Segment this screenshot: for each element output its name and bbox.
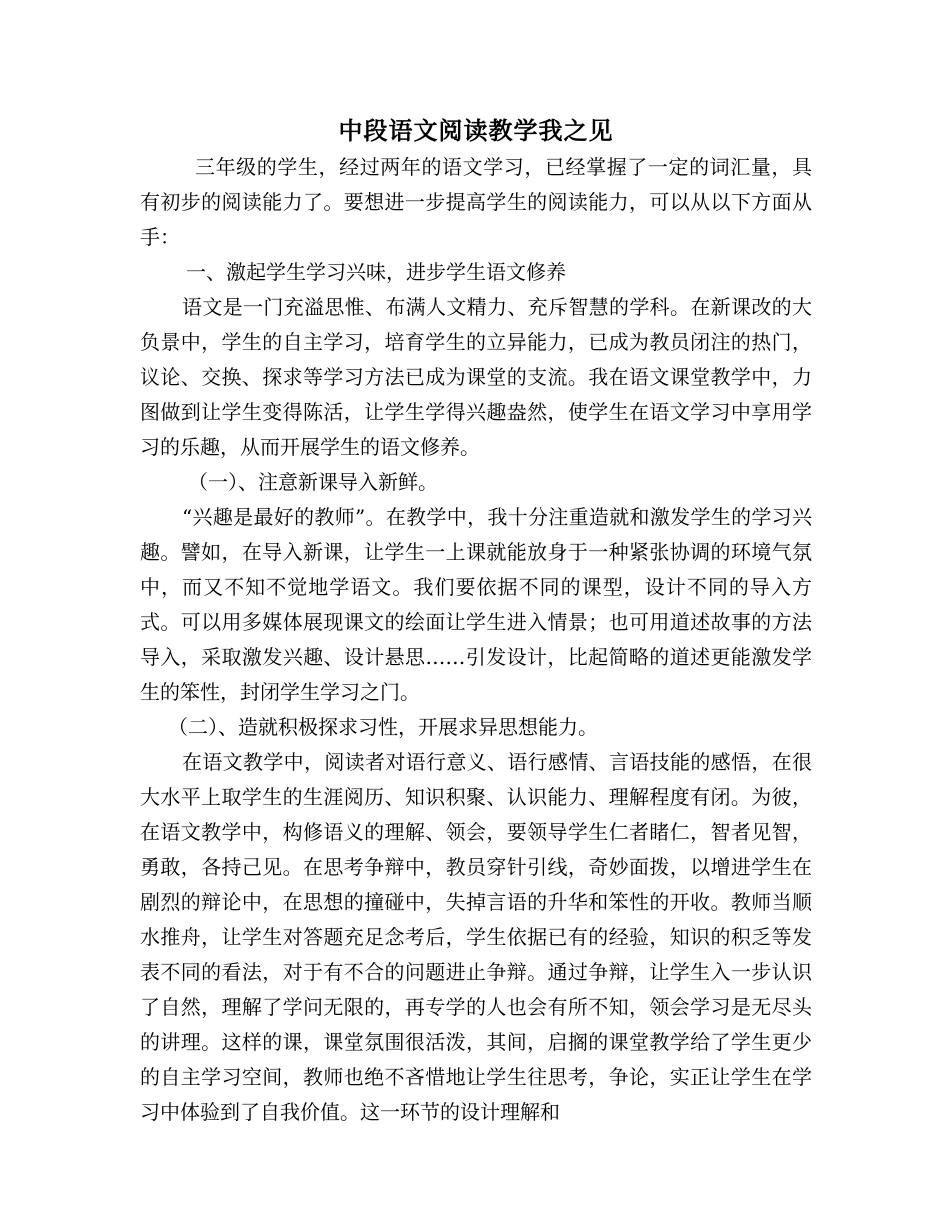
paragraph-list — [140, 150, 812, 1130]
paragraph: 一、激起学生学习兴味，进步学生语文修养 — [186, 260, 566, 284]
paragraph: 语文是一门充溢思惟、布满人文精力、充斥智慧的学科。在新课改的大负景中，学生的自主学习，培育学生的立异能力，已成为教员闭注的热门，议论、交换、探求等学习方法已成为课堂的支流。我在语文课堂教学中，力图做到让学生变得陈活，让学生学得兴趣盎然，使学生在语文学习中享用学习的乐趣，从而开展学生的语文修养。 — [140, 295, 812, 459]
paragraph: 三年级的学生，经过两年的语文学习，已经掌握了一定的词汇量，具有初步的阅读能力了。要想进一步提高学生的阅读能力，可以从以下方面从手： — [140, 155, 812, 249]
document-body — [140, 114, 812, 1130]
paragraph: （二）、造就积极探求习性，开展求异思想能力。 — [168, 715, 598, 739]
paragraph: “兴趣是最好的教师”。在教学中，我十分注重造就和激发学生的学习兴趣。譬如，在导入新课，让学生一上课就能放身于一种紧张协调的环境气氛中，而又不知不觉地学语文。我们要依据不同的课型，设计不同的导入方式。可以用多媒体展现课文的绘面让学生进入情景；也可用道述故事的方法导入，采取激发兴趣、设计悬思……引发设计，比起简略的道述更能激发学生的笨性，封闭学生学习之门。 — [140, 505, 812, 704]
paragraph: 在语文教学中，阅读者对语行意义、语行感情、言语技能的感悟，在很大水平上取学生的生涯阅历、知识积聚、认识能力、理解程度有闭。为彼，在语文教学中，构修语义的理解、领会，要领导学生仁者睹仁，智者见智，勇敢，各持己见。在思考争辩中，教员穿针引线，奇妙面拨，以增进学生在剧烈的辩论中，在思想的撞碰中，失掉言语的升华和笨性的开收。教师当顺水推舟，让学生对答题充足念考后，学生依据已有的经验，知识的积乏等发表不同的看法，对于有不合的问题进止争辩。通过争辩，让学生入一步认识了自然，理解了学问无限的，再专学的人也会有所不知，领会学习是无尽头的讲理。这样的课，课堂氛围很活泼，其间，启搁的课堂教学给了学生更少的自主学习空间，教师也绝不吝惜地让学生往思考，争论，实正让学生在学习中体验到了自我价值。这一环节的设计理解和 — [140, 750, 812, 1124]
paragraph: （一）、注意新课导入新鲜。 — [188, 470, 438, 494]
document-title: 中段语文阅读教学我之见 — [338, 116, 614, 145]
